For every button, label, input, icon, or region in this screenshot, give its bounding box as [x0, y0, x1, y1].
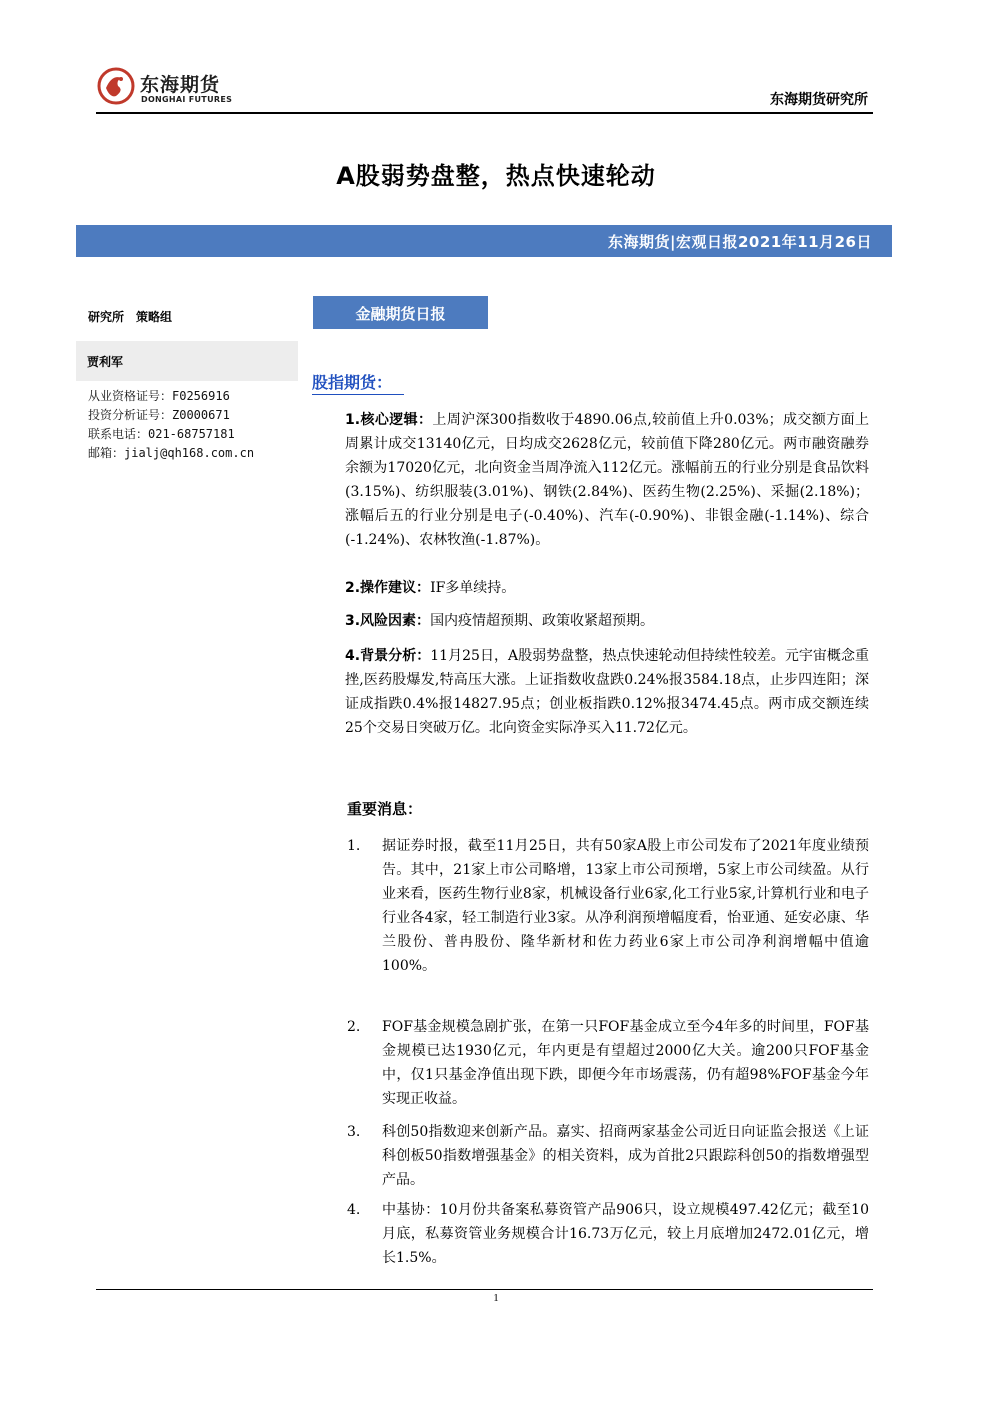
analyst-phone: 联系电话：021-68757181 [88, 427, 235, 441]
sidebar-department: 研究所 策略组 [88, 310, 173, 324]
logo-text-en: DONGHAI FUTURES [141, 95, 233, 104]
header-divider [96, 112, 873, 114]
logo-emblem-icon [96, 66, 136, 106]
section-tag-label: 金融期货日报 [355, 305, 446, 323]
news-item: 中基协：10月份共备案私募资管产品906只，设立规模497.42亿元；截至10月底，私募资管业务规模合计16.73万亿元，较上月底增加2472.01亿元，增长1.5%。 [382, 1202, 869, 1266]
analyst-qualification-no: 从业资格证号：F0256916 [88, 389, 230, 403]
paragraph-background [345, 644, 869, 740]
header-institute-label: 东海期货研究所 [770, 92, 868, 108]
analyst-email: 邮箱：jialj@qh168.com.cn [88, 446, 255, 460]
paragraph-text: IF多单续持。 [430, 580, 516, 596]
footer-divider [96, 1289, 873, 1290]
news-item: 科创50指数迎来创新产品。嘉实、招商两家基金公司近日向证监会报送《上证科创板50指数增强基金》的相关资料，成为首批2只跟踪科创50的指数增强型产品。 [382, 1124, 869, 1188]
paragraph-suggestion [345, 576, 869, 600]
report-banner [76, 225, 892, 257]
sub-heading-underline [312, 394, 404, 395]
paragraph-text: 上周沪深300指数收于4890.06点,较前值上升0.03%；成交额方面上周累计成交13140亿元，日均成交2628亿元，较前值下降280亿元。两市融资融券余额为17020亿元，北向资金当周净流入112亿元。涨幅前五的行业分别是食品饮料(3.15%)、纺织服装(3.01%)、钢铁(2.84%)、医药生物(2.25%)、采掘(2.18%)；涨幅后五的行业分别是电子(-0.40%)、汽车(-0.90%)、非银金融(-1.14%)、综合(-1.24%)、农林牧渔(-1.87%)。 [345, 412, 869, 548]
paragraph-risk [345, 609, 869, 633]
paragraph-core-logic [345, 408, 869, 552]
news-item: 据证券时报，截至11月25日，共有50家A股上市公司发布了2021年度业绩预告。其中，21家上市公司略增，13家上市公司预增，5家上市公司续盈。从行业来看，医药生物行业8家，机械设备行业6家,化工行业5家,计算机行业和电子行业各4家，轻工制造行业3家。从净利润预增幅度看，怡亚通、延安必康、华兰股份、普冉股份、隆华新材和佐力药业6家上市公司净利润增幅中值逾100%。 [382, 838, 869, 974]
news-number: 3. [347, 1124, 361, 1140]
news-number: 1. [347, 838, 361, 854]
report-title: A股弱势盘整，热点快速轮动 [336, 162, 656, 190]
paragraph-text: 国内疫情超预期、政策收紧超预期。 [430, 613, 655, 629]
company-logo [96, 66, 236, 110]
news-item: FOF基金规模急剧扩张，在第一只FOF基金成立至今4年多的时间里，FOF基金规模已达1930亿元，年内更是有望超过2000亿大关。逾200只FOF基金中，仅1只基金净值出现下跌，即便今年市场震荡，仍有超98%FOF基金今年实现正收益。 [382, 1019, 869, 1107]
analyst-name: 贾利军 [87, 355, 124, 369]
analyst-name-box [76, 341, 298, 381]
paragraph-label: 2.操作建议： [345, 580, 431, 596]
banner-text: 东海期货|宏观日报2021年11月26日 [608, 233, 872, 251]
logo-text-cn: 东海期货 [140, 74, 221, 96]
paragraph-label: 1.核心逻辑： [345, 412, 433, 428]
news-heading: 重要消息： [347, 800, 423, 818]
analyst-investment-no: 投资分析证号：Z0000671 [88, 408, 230, 422]
news-number: 4. [347, 1202, 361, 1218]
sub-heading: 股指期货： [312, 373, 393, 392]
section-tag [313, 296, 488, 329]
page-number: 1 [493, 1292, 499, 1304]
paragraph-label: 4.背景分析： [345, 648, 431, 664]
news-number: 2. [347, 1019, 361, 1035]
paragraph-label: 3.风险因素： [345, 613, 431, 629]
paragraph-text: 11月25日，A股弱势盘整，热点快速轮动但持续性较差。元宇宙概念重挫,医药股爆发,特高压大涨。上证指数收盘跌0.24%报3584.18点，止步四连阳；深证成指跌0.4%报14827.95点；创业板指跌0.12%报3474.45点。两市成交额连续25个交易日突破万亿。北向资金实际净买入11.72亿元。 [345, 648, 869, 736]
